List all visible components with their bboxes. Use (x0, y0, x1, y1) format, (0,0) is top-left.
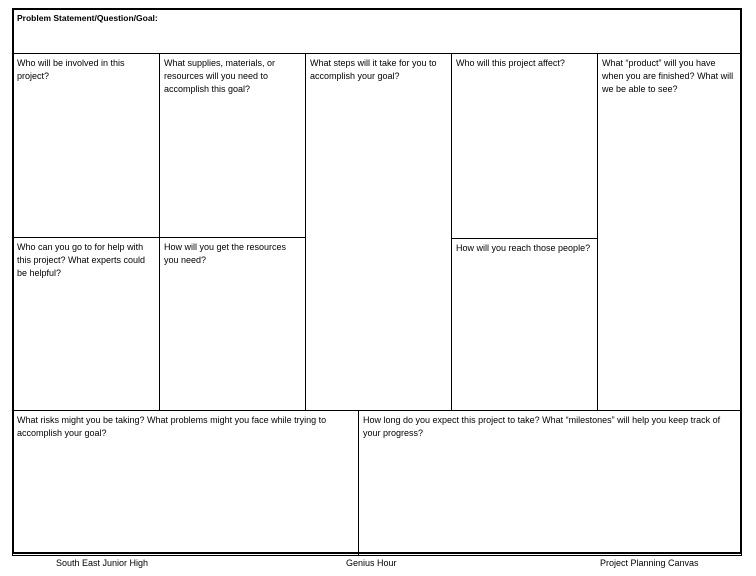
timeline-prompt: How long do you expect this project to take? What “milestones” will help you keep track of your progress? (363, 415, 721, 438)
risks-box (12, 410, 359, 556)
footer-program: Genius Hour (346, 558, 397, 568)
affect-box (451, 53, 598, 239)
reach-people-prompt: How will you reach those people? (456, 243, 591, 253)
help-prompt: Who can you go to for help with this project? What experts could be helpful? (17, 242, 146, 278)
involved-box (12, 53, 160, 238)
get-resources-box (159, 237, 306, 411)
supplies-prompt: What supplies, materials, or resources will you need to accomplish this goal? (164, 58, 276, 94)
steps-box (305, 53, 452, 411)
footer-school: South East Junior High (56, 558, 149, 568)
help-box (12, 237, 160, 411)
reach-people-box (451, 238, 598, 411)
planning-canvas (12, 8, 742, 554)
product-prompt: What “product” will you have when you are finished? What will we be able to see? (602, 58, 734, 94)
risks-prompt: What risks might you be taking? What problems might you face while trying to accomplish your goal? (17, 415, 327, 438)
get-resources-prompt: How will you get the resources you need? (164, 242, 287, 265)
timeline-box (358, 410, 742, 556)
involved-prompt: Who will be involved in this project? (17, 58, 125, 81)
steps-prompt: What steps will it take for you to accomplish your goal? (310, 58, 437, 81)
supplies-box (159, 53, 306, 238)
problem-statement-box (12, 8, 742, 54)
affect-prompt: Who will this project affect? (456, 58, 565, 68)
product-box (597, 53, 742, 411)
footer-doc-name: Project Planning Canvas (600, 558, 699, 568)
problem-statement-label: Problem Statement/Question/Goal: (17, 13, 158, 23)
